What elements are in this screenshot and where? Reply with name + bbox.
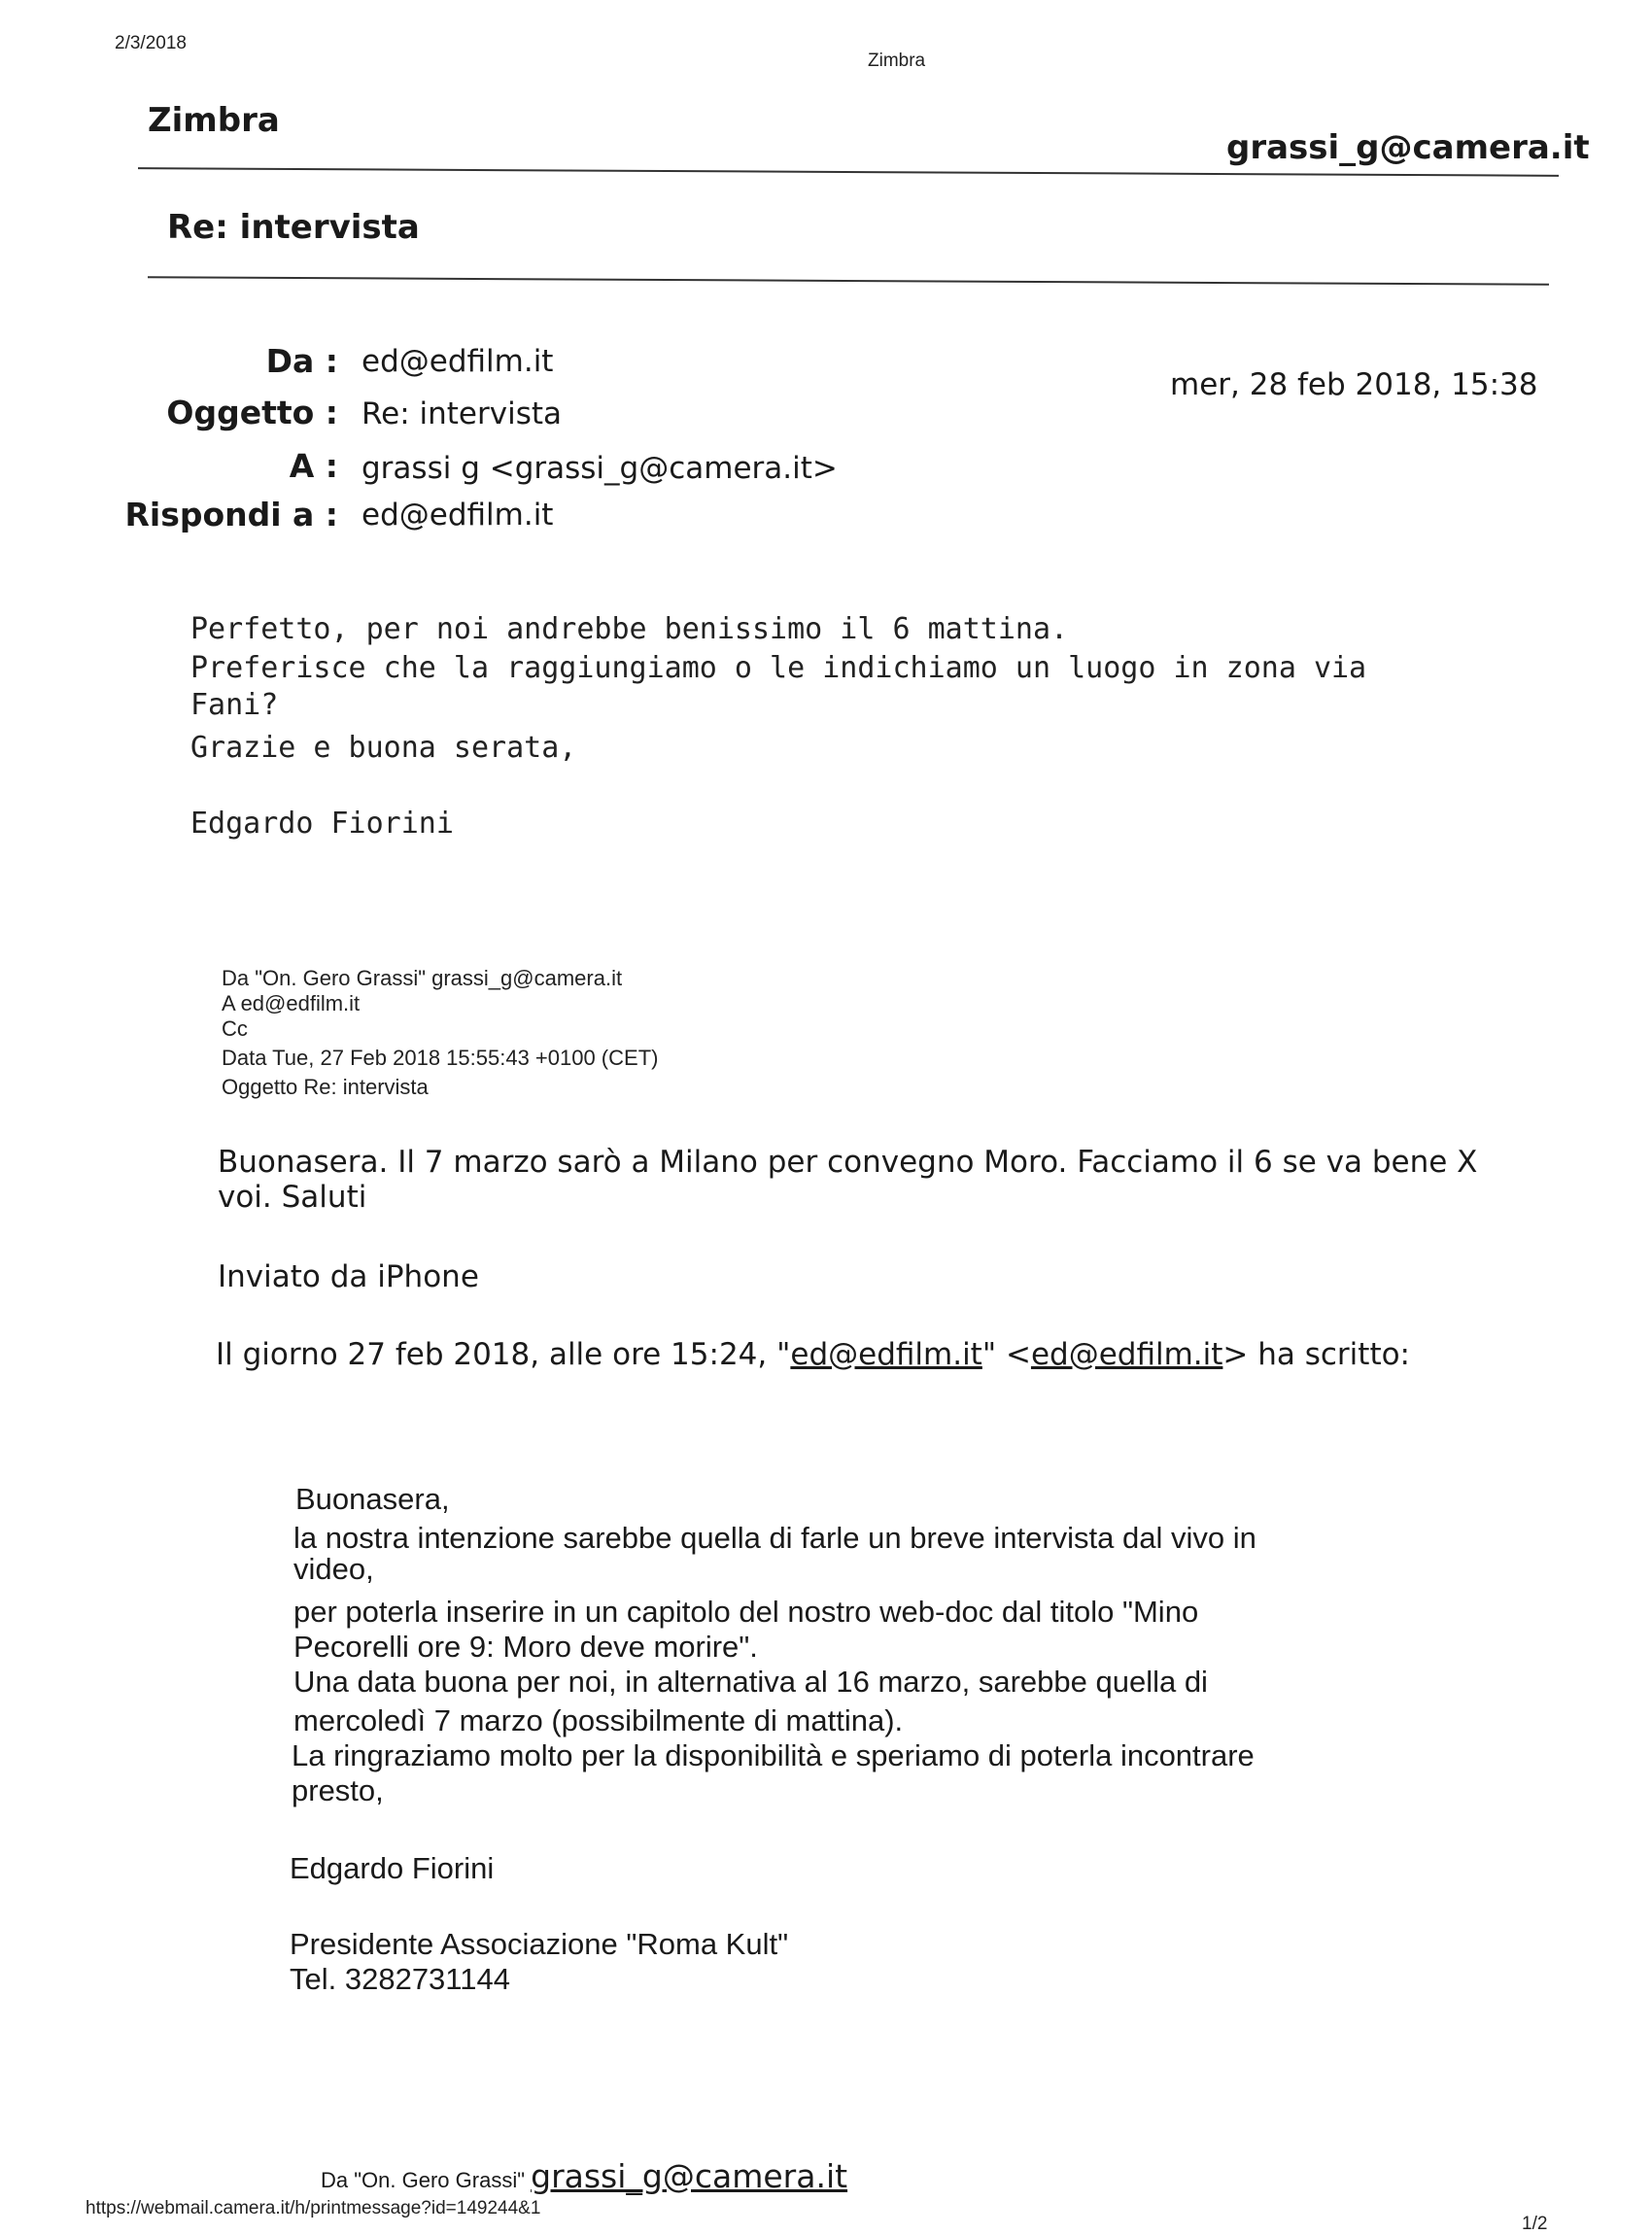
reply-header-mid: " < (981, 1337, 1031, 1372)
footer-url: https://webmail.camera.it/h/printmessage?id=149244&1 (86, 2198, 541, 2218)
quoted-reply-header (216, 1337, 1410, 1372)
quoted2-line: video, (293, 1552, 374, 1586)
quoted-meta-subject: Oggetto Re: intervista (222, 1075, 429, 1099)
body-line: Fani? (190, 688, 279, 722)
quoted2-line: Buonasera, (295, 1482, 450, 1516)
quoted3-email-link[interactable]: grassi_g@camera.it (531, 2157, 848, 2195)
header-from-label: Da : (265, 342, 338, 380)
reply-email-link[interactable]: ed@edfilm.it (790, 1337, 982, 1372)
quoted2-line: La ringraziamo molto per la disponibilità e speriamo di poterla incontrare (292, 1738, 1255, 1772)
quoted-sent-from: Inviato da iPhone (218, 1259, 479, 1294)
reply-header-suffix: > ha scritto: (1222, 1337, 1411, 1372)
body-line: Preferisce che la raggiungiamo o le indichiamo un luogo in zona via (190, 651, 1367, 685)
quoted2-line: presto, (292, 1773, 384, 1807)
header-to-value: grassi g <grassi_g@camera.it> (361, 451, 838, 486)
account-email: grassi_g@camera.it (1226, 128, 1590, 167)
body-signature: Edgardo Fiorini (190, 807, 454, 841)
quoted2-line: mercoledì 7 marzo (possibilmente di mattina). (293, 1703, 904, 1737)
body-line: Grazie e buona serata, (190, 731, 577, 765)
quoted2-line: Una data buona per noi, in alternativa al 16 marzo, sarebbe quella di (293, 1665, 1208, 1699)
quoted2-line: Pecorelli ore 9: Moro deve morire". (293, 1630, 758, 1664)
header-subject-label: Oggetto : (166, 394, 338, 431)
quoted2-signature-name: Edgardo Fiorini (290, 1851, 495, 1885)
header-subject-value: Re: intervista (361, 396, 563, 431)
message-subject: Re: intervista (167, 208, 420, 247)
quoted-meta-date: Data Tue, 27 Feb 2018 15:55:43 +0100 (CET) (222, 1046, 659, 1070)
quoted3-from (321, 2157, 847, 2195)
header-replyto-label: Rispondi a : (124, 496, 338, 533)
quoted3-from-prefix: Da "On. Gero Grassi" (321, 2168, 532, 2192)
body-line: Perfetto, per noi andrebbe benissimo il 6 mattina. (190, 612, 1069, 646)
footer-page: 1/2 (1522, 2214, 1548, 2234)
quoted-meta-to: A ed@edfilm.it (222, 991, 361, 1015)
quoted2-signature-tel: Tel. 3282731144 (290, 1962, 510, 1996)
quoted2-line: per poterla inserire in un capitolo del nostro web-doc dal titolo "Mino (293, 1595, 1199, 1629)
print-title: Zimbra (868, 51, 926, 71)
reply-email-link[interactable]: ed@edfilm.it (1030, 1337, 1223, 1372)
header-divider (138, 167, 1559, 177)
subject-divider (148, 276, 1549, 286)
header-from-value: ed@edfilm.it (361, 344, 554, 379)
quoted-meta-from: Da "On. Gero Grassi" grassi_g@camera.it (222, 966, 623, 990)
quoted-body-line: Buonasera. Il 7 marzo sarò a Milano per convegno Moro. Facciamo il 6 se va bene X (218, 1145, 1478, 1180)
app-brand: Zimbra (148, 101, 280, 140)
quoted-meta-cc: Cc (222, 1016, 248, 1041)
quoted2-line: la nostra intenzione sarebbe quella di farle un breve intervista dal vivo in (293, 1521, 1256, 1555)
print-date: 2/3/2018 (115, 33, 187, 53)
quoted2-signature-title: Presidente Associazione "Roma Kult" (290, 1927, 789, 1961)
message-date: mer, 28 feb 2018, 15:38 (1170, 367, 1538, 402)
header-to-label: A : (289, 447, 338, 485)
reply-header-prefix: Il giorno 27 feb 2018, alle ore 15:24, " (216, 1337, 791, 1372)
header-replyto-value: ed@edfilm.it (361, 498, 554, 533)
quoted-body-line: voi. Saluti (218, 1180, 367, 1215)
